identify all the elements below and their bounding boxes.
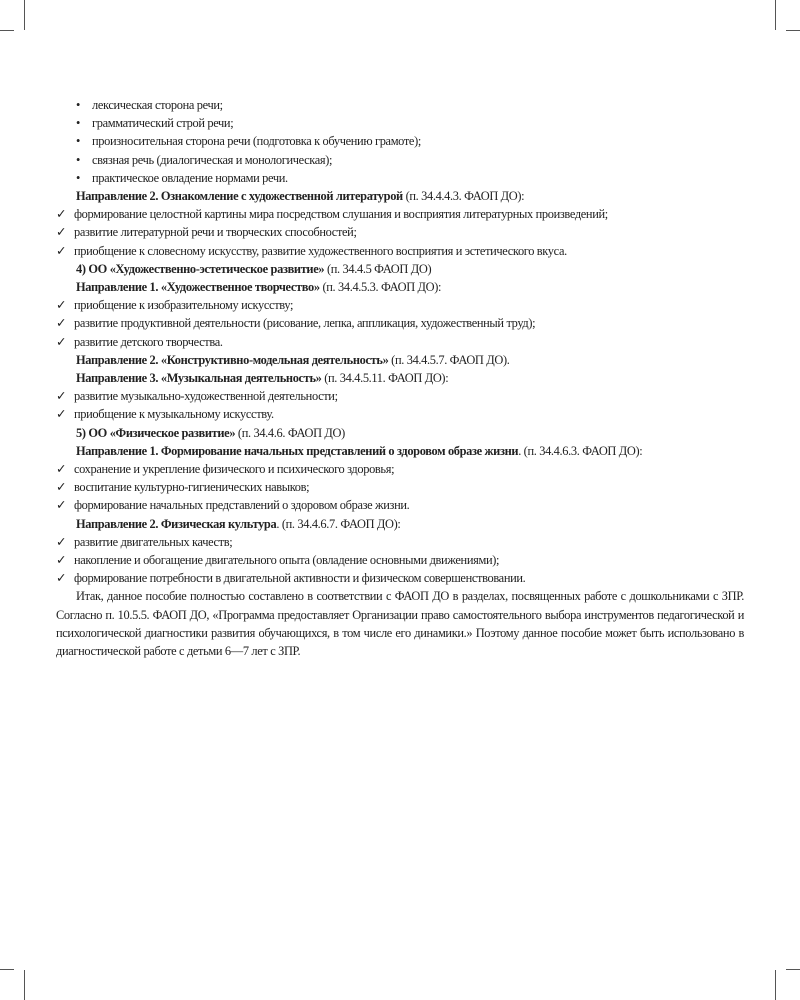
bullet-icon: • [76, 116, 80, 131]
checkmark-icon: ✓ [56, 207, 67, 222]
list-item: ✓ развитие литературной речи и творческих способностей; [56, 223, 744, 241]
crop-mark-top-right-h [786, 30, 800, 31]
section-heading: Направление 3. «Музыкальная деятельность» (п. 34.4.5.11. ФАОП ДО): [76, 371, 449, 386]
crop-mark-bottom-left-v [24, 970, 25, 1000]
conclusion-paragraph: Итак, данное пособие полностью составлено в соответствии с ФАОП ДО в разделах, посвященных работе с дошкольниками с ЗПР. Согласно п. 10.5.5. ФАОП ДО, «Программа предоставляет Организации право самостоятельного выбора инструментов педагогической и психологической диагностики развития обучающихся, в том числе его динамики.» Поэтому данное пособие может быть использовано в диагностической работе с детьми 6—7 лет с ЗПР. [56, 589, 744, 659]
section-heading: 4) ОО «Художественно-эстетическое развитие» (п. 34.4.5 ФАОП ДО) [76, 261, 432, 276]
list-item: ✓ сохранение и укрепление физического и психического здоровья; [56, 460, 744, 478]
crop-mark-bottom-right-v [775, 970, 776, 1000]
checkmark-icon: ✓ [56, 498, 67, 513]
list-item: • лексическая сторона речи; [56, 96, 744, 114]
checkmark-icon: ✓ [56, 389, 67, 404]
bullet-icon: • [76, 170, 80, 185]
list-item: ✓ формирование целостной картины мира посредством слушания и восприятия литературных произведений; [56, 205, 744, 223]
list-item: ✓ формирование потребности в двигательной активности и физическом совершенствовании. [56, 569, 744, 587]
list-item: ✓ развитие продуктивной деятельности (рисование, лепка, аппликация, художественный труд); [56, 314, 744, 332]
document-body [56, 96, 744, 660]
section-heading: 5) ОО «Физическое развитие» (п. 34.4.6. ФАОП ДО) [76, 425, 345, 440]
list-item: ✓ развитие музыкально-художественной деятельности; [56, 387, 744, 405]
bullet-icon: • [76, 134, 80, 149]
list-item: ✓ приобщение к словесному искусству, развитие художественного восприятия и эстетического вкуса. [56, 242, 744, 260]
checkmark-icon: ✓ [56, 243, 67, 258]
crop-mark-bottom-right-h [786, 969, 800, 970]
bullet-icon: • [76, 152, 80, 167]
checkmark-icon: ✓ [56, 334, 67, 349]
crop-mark-top-right-v [775, 0, 776, 30]
list-item: ✓ развитие двигательных качеств; [56, 533, 744, 551]
section-heading: Направление 2. «Конструктивно-модельная деятельность» (п. 34.4.5.7. ФАОП ДО). [76, 352, 510, 367]
list-item: • практическое овладение нормами речи. [56, 169, 744, 187]
checkmark-icon: ✓ [56, 316, 67, 331]
crop-mark-bottom-left-h [0, 969, 14, 970]
section-heading: Направление 2. Физическая культура. (п. 34.4.6.7. ФАОП ДО): [76, 516, 401, 531]
list-item: • произносительная сторона речи (подготовка к обучению грамоте); [56, 132, 744, 150]
section-heading: Направление 2. Ознакомление с художественной литературой (п. 34.4.4.3. ФАОП ДО): [76, 189, 525, 204]
checkmark-icon: ✓ [56, 407, 67, 422]
list-item: ✓ накопление и обогащение двигательного опыта (овладение основными движениями); [56, 551, 744, 569]
checkmark-icon: ✓ [56, 534, 67, 549]
list-item: ✓ формирование начальных представлений о здоровом образе жизни. [56, 496, 744, 514]
checkmark-icon: ✓ [56, 553, 67, 568]
list-item: ✓ приобщение к изобразительному искусству; [56, 296, 744, 314]
checkmark-icon: ✓ [56, 480, 67, 495]
checkmark-icon: ✓ [56, 571, 67, 586]
list-item: • связная речь (диалогическая и монологическая); [56, 151, 744, 169]
checkmark-icon: ✓ [56, 225, 67, 240]
list-item: ✓ развитие детского творчества. [56, 333, 744, 351]
crop-mark-top-left-h [0, 30, 14, 31]
crop-mark-top-left-v [24, 0, 25, 30]
checkmark-icon: ✓ [56, 462, 67, 477]
list-item: • грамматический строй речи; [56, 114, 744, 132]
bullet-icon: • [76, 98, 80, 112]
list-item: ✓ приобщение к музыкальному искусству. [56, 405, 744, 423]
checkmark-icon: ✓ [56, 298, 67, 313]
section-heading: Направление 1. Формирование начальных представлений о здоровом образе жизни. (п. 34.4.6.3. ФАОП ДО): [76, 443, 643, 458]
section-heading: Направление 1. «Художественное творчество» (п. 34.4.5.3. ФАОП ДО): [76, 280, 442, 295]
list-item: ✓ воспитание культурно-гигиенических навыков; [56, 478, 744, 496]
